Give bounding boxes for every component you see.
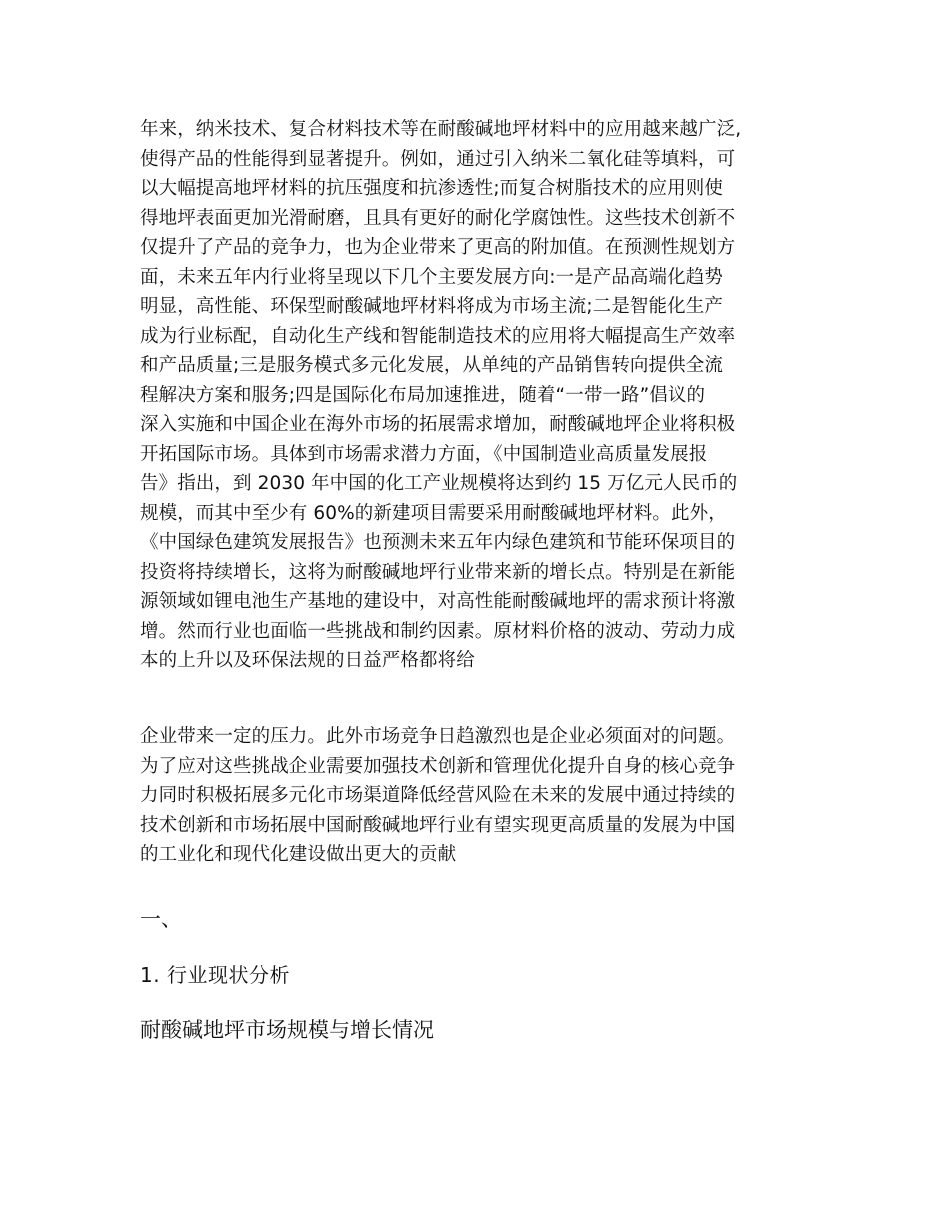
paragraph-line: 增。然而行业也面临一些挑战和制约因素。原材料价格的波动、劳动力成 <box>140 620 736 642</box>
paragraph-line: 程解决方案和服务;四是国际化布局加速推进，随着“一带一路”倡议的 <box>140 384 706 406</box>
topic-title: 耐酸碱地坪市场规模与增长情况 <box>140 1018 434 1042</box>
paragraph-line: 深入实施和中国企业在海外市场的拓展需求增加，耐酸碱地坪企业将积极 <box>140 414 736 435</box>
paragraph-line: 使得产品的性能得到显著提升。例如，通过引入纳米二氧化硅等填料，可 <box>140 148 736 170</box>
subsection-title: 1. 行业现状分析 <box>140 963 290 987</box>
paragraph-line: 仅提升了产品的竞争力，也为企业带来了更高的附加值。在预测性规划方 <box>140 237 736 258</box>
body-paragraph <box>140 722 820 870</box>
paragraph-line: 规模，而其中至少有 60%的新建项目需要采用耐酸碱地坪材料。此外， <box>140 502 727 524</box>
body-paragraph <box>140 115 820 676</box>
paragraph-line: 和产品质量;三是服务模式多元化发展，从单纯的产品销售转向提供全流 <box>140 355 723 376</box>
paragraph-line: 《中国绿色建筑发展报告》也预测未来五年内绿色建筑和节能环保项目的 <box>140 532 736 553</box>
paragraph-line: 明显，高性能、环保型耐酸碱地坪材料将成为市场主流;二是智能化生产 <box>140 296 723 317</box>
paragraph-line: 企业带来一定的压力。此外市场竞争日趋激烈也是企业必须面对的问题。 <box>140 726 736 747</box>
paragraph-line: 以大幅提高地坪材料的抗压强度和抗渗透性;而复合树脂技术的应用则使 <box>140 178 723 199</box>
paragraph-line: 年来，纳米技术、复合材料技术等在耐酸碱地坪材料中的应用越来越广泛, <box>140 119 742 140</box>
paragraph-line: 投资将持续增长，这将为耐酸碱地坪行业带来新的增长点。特别是在新能 <box>140 561 736 583</box>
paragraph-line: 本的上升以及环保法规的日益严格都将给 <box>140 650 475 671</box>
paragraph-line: 力同时积极拓展多元化市场渠道降低经营风险在未来的发展中通过持续的 <box>140 785 736 806</box>
paragraph-line: 成为行业标配，自动化生产线和智能制造技术的应用将大幅提高生产效率 <box>140 325 736 347</box>
paragraph-line: 的工业化和现代化建设做出更大的贡献 <box>140 844 457 865</box>
paragraph-line: 面，未来五年内行业将呈现以下几个主要发展方向:一是产品高端化趋势 <box>140 266 723 288</box>
paragraph-line: 告》指出，到 2030 年中国的化工产业规模将达到约 15 万亿元人民币的 <box>140 473 738 494</box>
paragraph-line: 开拓国际市场。具体到市场需求潜力方面，《中国制造业高质量发展报 <box>140 443 708 465</box>
paragraph-line: 源领域如锂电池生产基地的建设中，对高性能耐酸碱地坪的需求预计将激 <box>140 591 736 612</box>
paragraph-line: 得地坪表面更加光滑耐磨，且具有更好的耐化学腐蚀性。这些技术创新不 <box>140 207 736 229</box>
section-number-heading: 一、 <box>140 907 182 931</box>
paragraph-line: 技术创新和市场拓展中国耐酸碱地坪行业有望实现更高质量的发展为中国 <box>140 814 736 836</box>
paragraph-line: 为了应对这些挑战企业需要加强技术创新和管理优化提升自身的核心竞争 <box>140 755 736 777</box>
